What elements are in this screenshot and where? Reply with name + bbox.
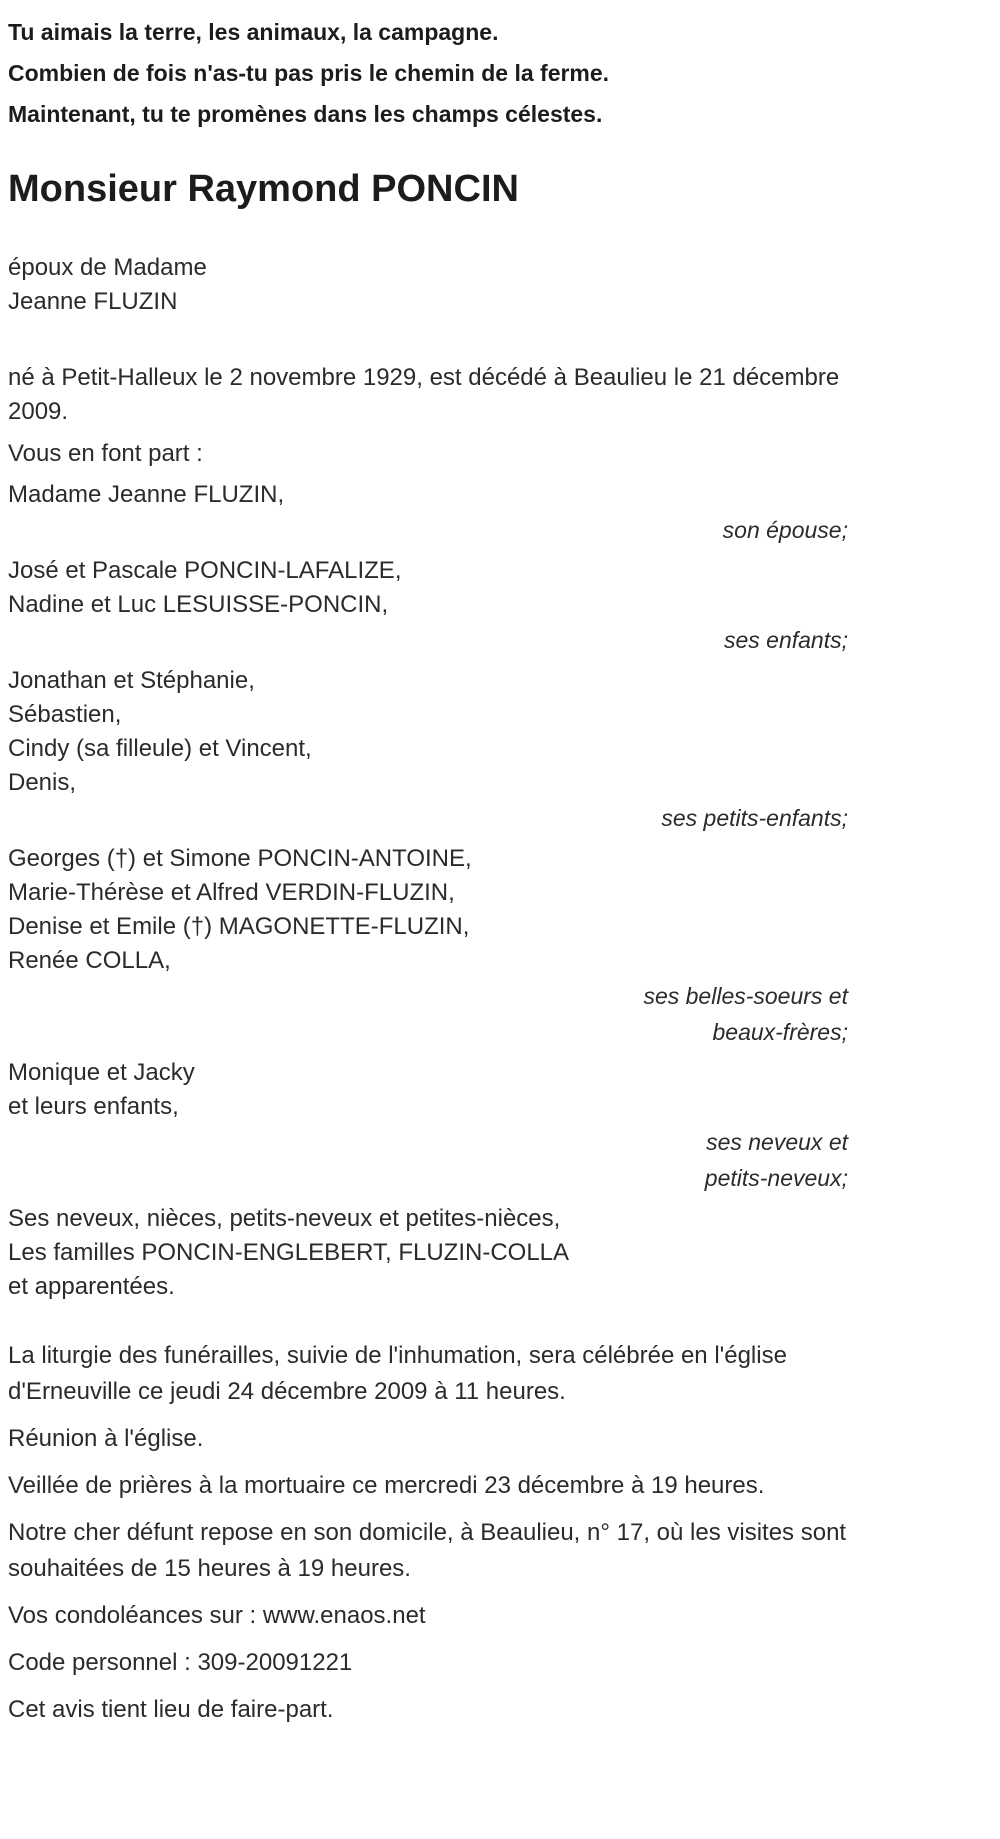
family-member-line: Jonathan et Stéphanie, bbox=[8, 667, 255, 694]
epitaph-line: Tu aimais la terre, les animaux, la campagne. bbox=[8, 19, 499, 45]
relation-label: petits-neveux; bbox=[704, 1165, 848, 1191]
relation-label: son épouse; bbox=[722, 517, 848, 543]
funeral-liturgy-info: La liturgie des funérailles, suivie de l'inhumation, sera célébrée en l'église d'Erneuville ce jeudi 24 décembre 2009 à 11 heures. bbox=[8, 1342, 787, 1405]
relation-label: ses belles-soeurs et bbox=[643, 983, 848, 1009]
family-member-line: Ses neveux, nièces, petits-neveux et petites-nièces, bbox=[8, 1205, 561, 1232]
family-member-line: Denis, bbox=[8, 769, 77, 796]
family-group-grandchildren bbox=[8, 664, 848, 835]
relation-label: ses enfants; bbox=[723, 627, 848, 653]
announcement-intro: Vous en font part : bbox=[8, 440, 203, 467]
ceremony-details bbox=[8, 1338, 848, 1728]
family-member-line: Renée COLLA, bbox=[8, 947, 171, 974]
life-dates: né à Petit-Halleux le 2 novembre 1929, est décédé à Beaulieu le 21 décembre 2009. bbox=[8, 364, 840, 425]
relation-label: ses neveux et bbox=[706, 1129, 848, 1155]
family-member-line: Georges (†) et Simone PONCIN-ANTOINE, bbox=[8, 845, 472, 872]
family-member-line: Nadine et Luc LESUISSE-PONCIN, bbox=[8, 591, 389, 618]
personal-code: Code personnel : 309-20091221 bbox=[8, 1649, 353, 1676]
notice-statement: Cet avis tient lieu de faire-part. bbox=[8, 1696, 334, 1723]
epitaph-line: Combien de fois n'as-tu pas pris le chemin de la ferme. bbox=[8, 60, 610, 86]
relation-label: beaux-frères; bbox=[712, 1019, 848, 1045]
family-member-line: Denise et Emile (†) MAGONETTE-FLUZIN, bbox=[8, 913, 470, 940]
spouse-block bbox=[8, 251, 848, 319]
relation-label: ses petits-enfants; bbox=[661, 805, 848, 831]
family-member-line: Monique et Jacky bbox=[8, 1059, 195, 1086]
family-member-line: Sébastien, bbox=[8, 701, 122, 728]
epitaph bbox=[8, 12, 848, 135]
family-member-line: et leurs enfants, bbox=[8, 1093, 179, 1120]
family-member-line: Madame Jeanne FLUZIN, bbox=[8, 481, 285, 508]
family-member-line: Marie-Thérèse et Alfred VERDIN-FLUZIN, bbox=[8, 879, 455, 906]
family-group-in-laws bbox=[8, 842, 848, 1049]
epitaph-line: Maintenant, tu te promènes dans les champs célestes. bbox=[8, 101, 603, 127]
family-group-spouse bbox=[8, 478, 848, 547]
prayer-vigil-info: Veillée de prières à la mortuaire ce mercredi 23 décembre à 19 heures. bbox=[8, 1472, 765, 1499]
family-member-line: Cindy (sa filleule) et Vincent, bbox=[8, 735, 312, 762]
family-group-nephews bbox=[8, 1056, 848, 1195]
family-group-extended bbox=[8, 1202, 848, 1304]
family-member-line: et apparentées. bbox=[8, 1273, 175, 1300]
family-member-line: José et Pascale PONCIN-LAFALIZE, bbox=[8, 557, 402, 584]
church-meeting-info: Réunion à l'église. bbox=[8, 1425, 204, 1452]
condolences-info: Vos condoléances sur : www.enaos.net bbox=[8, 1602, 426, 1629]
family-member-line: Les familles PONCIN-ENGLEBERT, FLUZIN-COLLA bbox=[8, 1239, 570, 1266]
deceased-name-title: Monsieur Raymond PONCIN bbox=[8, 168, 519, 210]
visitation-info: Notre cher défunt repose en son domicile, à Beaulieu, n° 17, où les visites sont souhaitées de 15 heures à 19 heures. bbox=[8, 1519, 847, 1582]
spouse-intro: époux de Madame bbox=[8, 254, 207, 281]
spouse-name: Jeanne FLUZIN bbox=[8, 288, 178, 315]
family-group-children bbox=[8, 554, 848, 657]
